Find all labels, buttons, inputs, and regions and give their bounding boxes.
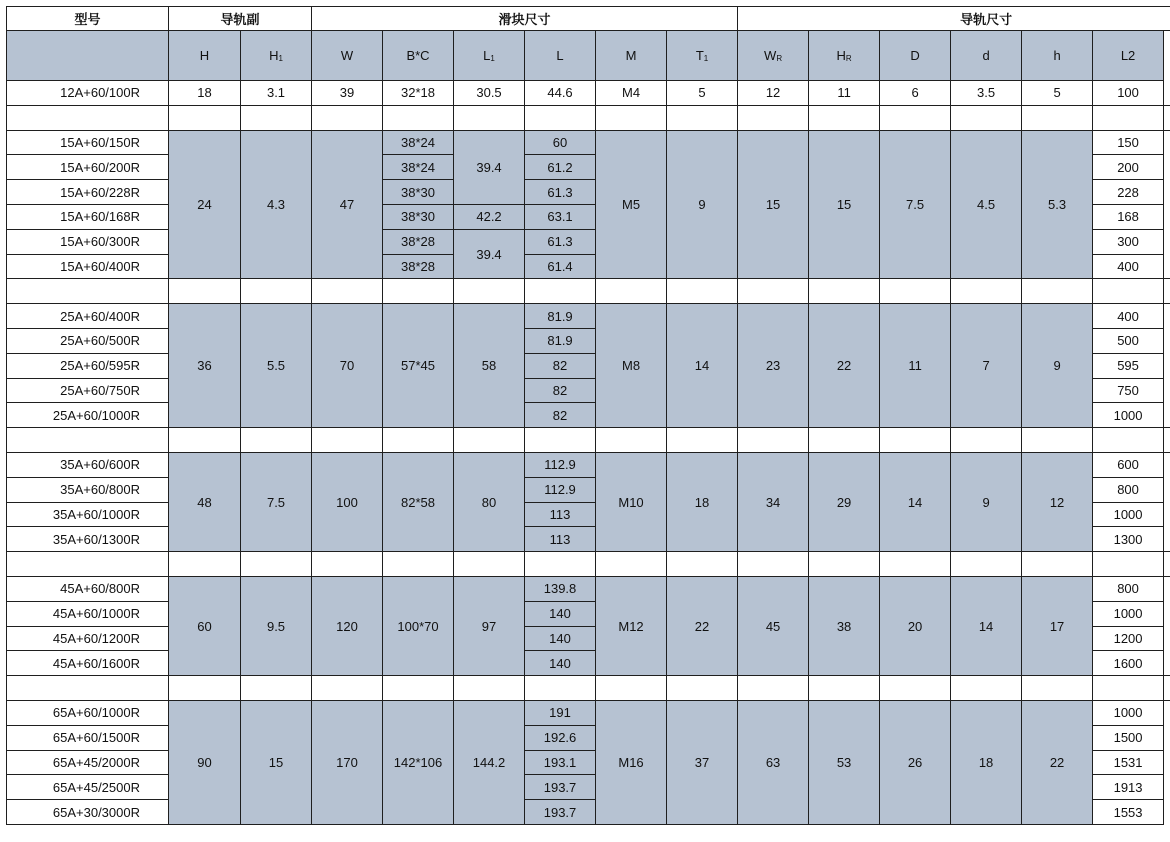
cell-BC: 100*70 <box>383 576 454 675</box>
model-cell: 45A+60/1000R <box>7 601 169 626</box>
cell-H1: 3.1 <box>241 81 312 106</box>
cell-L: 61.3 <box>525 229 596 254</box>
cell-H1: 5.5 <box>241 304 312 428</box>
cell-M: M16 <box>596 700 667 824</box>
cell-L: 82 <box>525 403 596 428</box>
cell-L2: 300 <box>1093 229 1164 254</box>
cell-L: 113 <box>525 502 596 527</box>
col-T1: $T_1$ <box>667 31 738 81</box>
cell-BC: 38*30 <box>383 204 454 229</box>
cell-L2: 1200 <box>1093 626 1164 651</box>
cell-h: 5.3 <box>1022 130 1093 279</box>
cell-L: 44.6 <box>525 81 596 106</box>
cell-W: 47 <box>312 130 383 279</box>
model-cell: 25A+60/400R <box>7 304 169 329</box>
cell-L: 193.7 <box>525 800 596 825</box>
cell-L: 112.9 <box>525 477 596 502</box>
cell-L2: 400 <box>1093 304 1164 329</box>
cell-L1: 144.2 <box>454 700 525 824</box>
rail-dimensions-header: 导轨尺寸 <box>738 7 1170 31</box>
col-M: M <box>596 31 667 81</box>
col-d: d <box>951 31 1022 81</box>
cell-L2: 400 <box>1093 254 1164 279</box>
spacer-row <box>7 676 1170 701</box>
table-row <box>7 304 1170 329</box>
cell-HR: 53 <box>809 700 880 824</box>
cell-L2: 200 <box>1093 155 1164 180</box>
col-HR: $H_R$ <box>809 31 880 81</box>
cell-L2: 228 <box>1093 180 1164 205</box>
cell-L2: 750 <box>1093 378 1164 403</box>
cell-L1: 42.2 <box>454 204 525 229</box>
cell-L1: 80 <box>454 452 525 551</box>
cell-H: 90 <box>169 700 241 824</box>
cell-L2: 100 <box>1093 81 1164 106</box>
cell-L: 63.1 <box>525 204 596 229</box>
cell-BC: 142*106 <box>383 700 454 824</box>
col-W: W <box>312 31 383 81</box>
model-cell: 15A+60/228R <box>7 180 169 205</box>
cell-WR: 34 <box>738 452 809 551</box>
model-cell: 35A+60/800R <box>7 477 169 502</box>
spacer-row <box>7 105 1170 130</box>
model-cell: 25A+60/1000R <box>7 403 169 428</box>
cell-W: 100 <box>312 452 383 551</box>
cell-h: 12 <box>1022 452 1093 551</box>
cell-H: 18 <box>169 81 241 106</box>
col-WR: $W_R$ <box>738 31 809 81</box>
cell-L2: 1300 <box>1093 527 1164 552</box>
col-L2: L2 <box>1093 31 1164 81</box>
cell-BC: 38*24 <box>383 130 454 155</box>
cell-L2: 1500 <box>1093 725 1164 750</box>
cell-L: 81.9 <box>525 304 596 329</box>
cell-L1: 97 <box>454 576 525 675</box>
cell-BC: 38*24 <box>383 155 454 180</box>
cell-d: 3.5 <box>951 81 1022 106</box>
cell-WR: 23 <box>738 304 809 428</box>
model-cell: 35A+60/600R <box>7 452 169 477</box>
cell-L2: 600 <box>1093 452 1164 477</box>
linear-guide-spec-table <box>6 6 1170 825</box>
cell-L: 82 <box>525 378 596 403</box>
table-row <box>7 576 1170 601</box>
table-row <box>7 130 1170 155</box>
cell-L: 81.9 <box>525 328 596 353</box>
model-cell: 15A+60/168R <box>7 204 169 229</box>
cell-h: 22 <box>1022 700 1093 824</box>
cell-d: 14 <box>951 576 1022 675</box>
model-cell: 15A+60/200R <box>7 155 169 180</box>
table-row <box>7 81 1170 106</box>
model-cell: 35A+60/1300R <box>7 527 169 552</box>
model-cell: 45A+60/800R <box>7 576 169 601</box>
cell-W: 120 <box>312 576 383 675</box>
col-h: h <box>1022 31 1093 81</box>
col-L: L <box>525 31 596 81</box>
model-cell: 15A+60/300R <box>7 229 169 254</box>
cell-L1: 39.4 <box>454 229 525 279</box>
cell-BC: 38*28 <box>383 254 454 279</box>
spacer-row <box>7 279 1170 304</box>
model-cell: 65A+30/3000R <box>7 800 169 825</box>
cell-BC: 38*30 <box>383 180 454 205</box>
cell-WR: 12 <box>738 81 809 106</box>
col-L1: $L_1$ <box>454 31 525 81</box>
cell-d: 4.5 <box>951 130 1022 279</box>
model-cell: 12A+60/100R <box>7 81 169 106</box>
cell-BC: 38*28 <box>383 229 454 254</box>
cell-L2: 1531 <box>1093 750 1164 775</box>
cell-L2: 595 <box>1093 353 1164 378</box>
model-cell: 65A+60/1000R <box>7 700 169 725</box>
cell-T1: 9 <box>667 130 738 279</box>
model-cell: 45A+60/1200R <box>7 626 169 651</box>
cell-d: 18 <box>951 700 1022 824</box>
cell-BC: 57*45 <box>383 304 454 428</box>
table-row <box>7 700 1170 725</box>
model-cell: 15A+60/400R <box>7 254 169 279</box>
group-header-row <box>7 7 1170 31</box>
cell-M: M10 <box>596 452 667 551</box>
cell-T1: 18 <box>667 452 738 551</box>
block-dimensions-header: 滑块尺寸 <box>312 7 738 31</box>
cell-L2: 800 <box>1093 576 1164 601</box>
col-D: D <box>880 31 951 81</box>
cell-L2: 1000 <box>1093 502 1164 527</box>
cell-H1: 7.5 <box>241 452 312 551</box>
cell-D: 11 <box>880 304 951 428</box>
cell-L: 60 <box>525 130 596 155</box>
cell-L: 139.8 <box>525 576 596 601</box>
cell-L2: 1000 <box>1093 700 1164 725</box>
column-header-row <box>7 31 1170 81</box>
cell-L: 193.1 <box>525 750 596 775</box>
cell-D: 6 <box>880 81 951 106</box>
cell-L1: 58 <box>454 304 525 428</box>
cell-H: 48 <box>169 452 241 551</box>
cell-L: 112.9 <box>525 452 596 477</box>
cell-WR: 63 <box>738 700 809 824</box>
cell-T1: 22 <box>667 576 738 675</box>
cell-H1: 9.5 <box>241 576 312 675</box>
cell-L: 61.2 <box>525 155 596 180</box>
cell-L2: 168 <box>1093 204 1164 229</box>
cell-L: 61.3 <box>525 180 596 205</box>
cell-L1: 39.4 <box>454 130 525 204</box>
cell-H: 60 <box>169 576 241 675</box>
column-header-blank <box>7 31 169 81</box>
cell-h: 5 <box>1022 81 1093 106</box>
model-cell: 15A+60/150R <box>7 130 169 155</box>
cell-L2: 800 <box>1093 477 1164 502</box>
cell-W: 39 <box>312 81 383 106</box>
model-cell: 45A+60/1600R <box>7 651 169 676</box>
cell-T1: 37 <box>667 700 738 824</box>
cell-L: 193.7 <box>525 775 596 800</box>
cell-L2: 500 <box>1093 328 1164 353</box>
cell-L: 140 <box>525 626 596 651</box>
cell-L: 82 <box>525 353 596 378</box>
cell-BC: 32*18 <box>383 81 454 106</box>
model-cell: 65A+45/2500R <box>7 775 169 800</box>
cell-L2: 1913 <box>1093 775 1164 800</box>
model-cell: 35A+60/1000R <box>7 502 169 527</box>
cell-L2: 1000 <box>1093 403 1164 428</box>
cell-H: 36 <box>169 304 241 428</box>
cell-H1: 15 <box>241 700 312 824</box>
cell-M: M5 <box>596 130 667 279</box>
cell-T1: 5 <box>667 81 738 106</box>
model-cell: 25A+60/500R <box>7 328 169 353</box>
cell-L2: 1000 <box>1093 601 1164 626</box>
cell-d: 7 <box>951 304 1022 428</box>
cell-L: 191 <box>525 700 596 725</box>
cell-L: 61.4 <box>525 254 596 279</box>
cell-M: M8 <box>596 304 667 428</box>
cell-T1: 14 <box>667 304 738 428</box>
table-row <box>7 452 1170 477</box>
cell-BC: 82*58 <box>383 452 454 551</box>
cell-W: 170 <box>312 700 383 824</box>
cell-HR: 29 <box>809 452 880 551</box>
spacer-row <box>7 428 1170 453</box>
col-BC: B*C <box>383 31 454 81</box>
cell-D: 14 <box>880 452 951 551</box>
cell-L: 113 <box>525 527 596 552</box>
model-cell: 65A+45/2000R <box>7 750 169 775</box>
cell-M: M12 <box>596 576 667 675</box>
cell-L2: 1553 <box>1093 800 1164 825</box>
model-cell: 25A+60/750R <box>7 378 169 403</box>
model-header: 型号 <box>7 7 169 31</box>
cell-H1: 4.3 <box>241 130 312 279</box>
model-cell: 25A+60/595R <box>7 353 169 378</box>
cell-HR: 11 <box>809 81 880 106</box>
cell-H: 24 <box>169 130 241 279</box>
cell-D: 26 <box>880 700 951 824</box>
cell-L: 140 <box>525 601 596 626</box>
model-cell: 65A+60/1500R <box>7 725 169 750</box>
cell-HR: 22 <box>809 304 880 428</box>
cell-D: 7.5 <box>880 130 951 279</box>
cell-L2: 150 <box>1093 130 1164 155</box>
cell-WR: 45 <box>738 576 809 675</box>
col-H: H <box>169 31 241 81</box>
cell-d: 9 <box>951 452 1022 551</box>
cell-WR: 15 <box>738 130 809 279</box>
cell-L: 140 <box>525 651 596 676</box>
cell-W: 70 <box>312 304 383 428</box>
cell-L2: 1600 <box>1093 651 1164 676</box>
cell-h: 17 <box>1022 576 1093 675</box>
cell-HR: 15 <box>809 130 880 279</box>
col-H1: $H_1$ <box>241 31 312 81</box>
cell-L1: 30.5 <box>454 81 525 106</box>
cell-h: 9 <box>1022 304 1093 428</box>
cell-D: 20 <box>880 576 951 675</box>
cell-HR: 38 <box>809 576 880 675</box>
cell-M: M4 <box>596 81 667 106</box>
cell-L: 192.6 <box>525 725 596 750</box>
spacer-row <box>7 552 1170 577</box>
pair-header: 导轨副 <box>169 7 312 31</box>
